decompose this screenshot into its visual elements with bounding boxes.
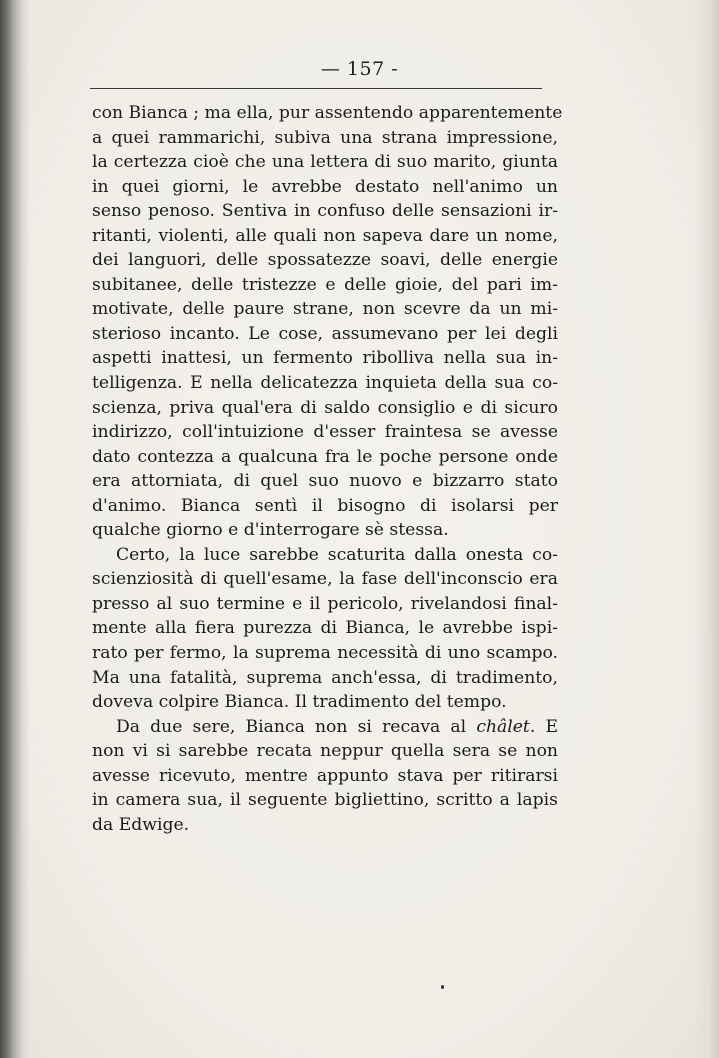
text-line: era attorniata, di quel suo nuovo e bizzarro stato — [92, 471, 558, 492]
text-line: telligenza. E nella delicatezza inquieta della sua co- — [92, 373, 558, 394]
header-rule — [90, 88, 542, 89]
text-line: Ma una fatalità, suprema anch'essa, di tradimento, — [92, 667, 558, 688]
text-line: mente alla fiera purezza di Bianca, le avrebbe ispi- — [92, 618, 558, 639]
text-line: rato per fermo, la suprema necessità di uno scampo. — [92, 643, 558, 664]
text-line: presso al suo termine e il pericolo, rivelandosi final- — [92, 593, 558, 614]
text-line: sterioso incanto. Le cose, assumevano per lei degli — [92, 323, 558, 344]
text-line: con Bianca ; ma ella, pur assentendo apparentemente — [92, 103, 563, 123]
text-line: Certo, la luce sarebbe scaturita dalla onesta co- — [116, 544, 558, 565]
text-line: d'animo. Bianca sentì il bisogno di isolarsi per — [92, 495, 558, 516]
text-line: scienziosità di quell'esame, la fase dell'inconscio era — [92, 569, 558, 590]
text-line: avesse ricevuto, mentre appunto stava per ritirarsi — [92, 765, 558, 786]
text-line: non vi si sarebbe recata neppur quella sera se non — [92, 741, 558, 762]
text-line: la certezza cioè che una lettera di suo marito, giunta — [92, 152, 558, 173]
text-line: aspetti inattesi, un fermento ribolliva nella sua in- — [92, 348, 558, 369]
page-edge-shadow — [693, 0, 719, 1058]
text-line: dei languori, delle spossatezze soavi, delle energie — [92, 250, 558, 271]
text-line: subitanee, delle tristezze e delle gioie, del pari im- — [92, 274, 558, 295]
text-line: ritanti, violenti, alle quali non sapeva dare un nome, — [92, 225, 558, 246]
body-text — [92, 101, 563, 837]
text-line: scienza, priva qual'era di saldo consiglio e di sicuro — [92, 397, 558, 418]
text-line: doveva colpire Bianca. Il tradimento del tempo. — [92, 692, 507, 713]
text-line: indirizzo, coll'intuizione d'esser fraintesa se avesse — [92, 422, 558, 443]
page-number: — 157 - — [320, 58, 399, 80]
text-line: dato contezza a qualcuna fra le poche persone onde — [92, 446, 558, 467]
text-line: in camera sua, il seguente bigliettino, scritto a lapis — [92, 790, 558, 811]
text-line: qualche giorno e d'interrogare sè stessa. — [92, 520, 449, 541]
text-line: in quei giorni, le avrebbe destato nell'animo un — [92, 176, 558, 197]
text-line: a quei rammarichi, subiva una strana impressione, — [92, 127, 558, 148]
page-binding-shadow — [0, 0, 30, 1058]
text-line: motivate, delle paure strane, non scevre da un mi- — [92, 299, 558, 320]
ink-speck — [441, 985, 444, 989]
italic-word: châlet — [476, 716, 530, 737]
text-line: senso penoso. Sentiva in confuso delle sensazioni ir- — [92, 201, 558, 222]
text-line: Da due sere, Bianca non si recava al châlet. E — [116, 716, 558, 737]
text-line: da Edwige. — [92, 814, 190, 835]
